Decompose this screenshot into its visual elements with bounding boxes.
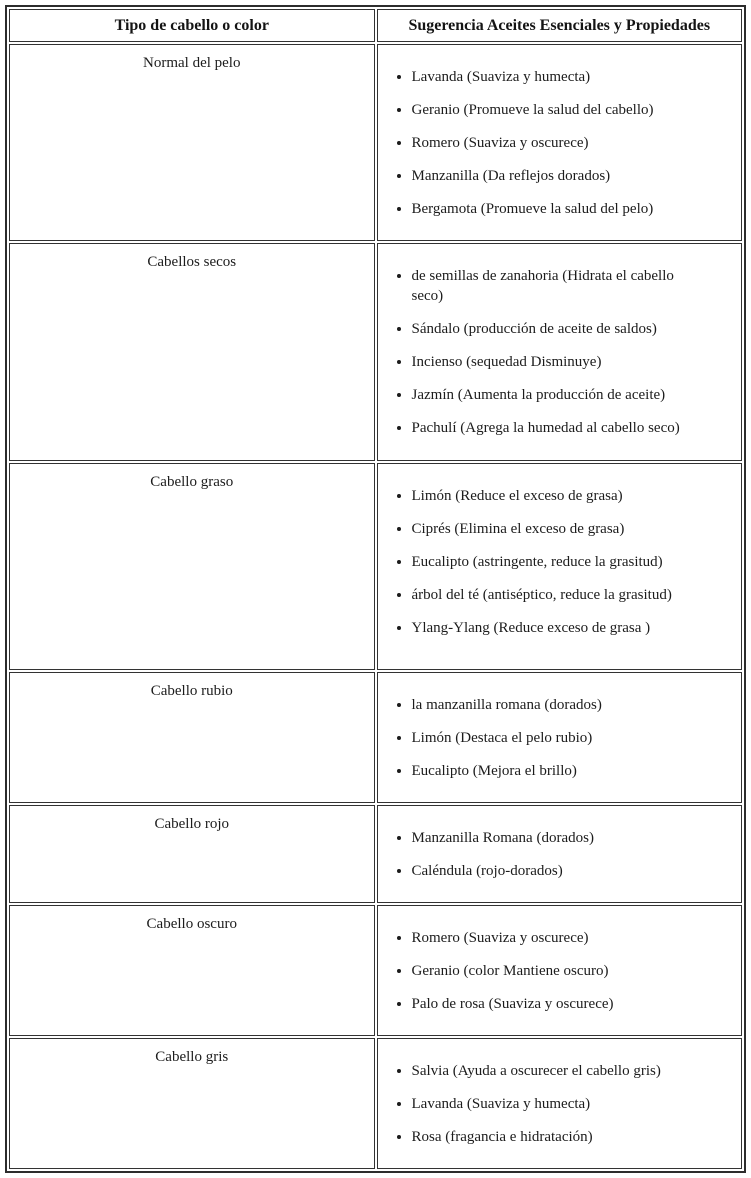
hair-oils-table (5, 5, 746, 1173)
table-row (9, 243, 742, 461)
hair-type-cell (9, 1038, 375, 1169)
oil-item: • Salvia (Ayuda a oscurecer el cabello gris) (412, 1061, 688, 1081)
oil-item: • árbol del té (antiséptico, reduce la grasitud) (412, 585, 688, 605)
table-row (9, 1038, 742, 1169)
table-row (9, 463, 742, 670)
oil-item: • Bergamota (Promueve la salud del pelo) (412, 199, 688, 219)
table-row (9, 44, 742, 241)
oil-item: • Lavanda (Suaviza y humecta) (412, 67, 688, 87)
oil-item: • Lavanda (Suaviza y humecta) (412, 1094, 688, 1114)
oil-item: • Ylang-Ylang (Reduce exceso de grasa ) (412, 618, 688, 638)
oil-item: • Sándalo (producción de aceite de saldos) (412, 319, 688, 339)
oils-cell (377, 1038, 743, 1169)
oils-list (388, 67, 688, 219)
oils-list (388, 695, 688, 781)
table-row (9, 672, 742, 803)
oils-cell (377, 905, 743, 1036)
oil-item: • la manzanilla romana (dorados) (412, 695, 688, 715)
oil-item: • Manzanilla (Da reflejos dorados) (412, 166, 688, 186)
oil-item: • Geranio (Promueve la salud del cabello) (412, 100, 688, 120)
oil-item: • de semillas de zanahoria (Hidrata el cabello seco) (412, 266, 688, 306)
oil-item: • Rosa (fragancia e hidratación) (412, 1127, 688, 1147)
hair-type-label: Cabello oscuro (146, 916, 237, 932)
oil-item: • Palo de rosa (Suaviza y oscurece) (412, 994, 688, 1014)
oils-cell (377, 44, 743, 241)
oils-list (388, 486, 688, 638)
oil-item: • Manzanilla Romana (dorados) (412, 828, 688, 848)
oil-item: • Romero (Suaviza y oscurece) (412, 928, 688, 948)
table-header (9, 9, 742, 42)
oils-cell (377, 805, 743, 903)
hair-type-label: Cabello graso (150, 474, 234, 490)
oil-item: • Eucalipto (Mejora el brillo) (412, 761, 688, 781)
hair-type-label: Cabello gris (155, 1049, 229, 1065)
oil-item: • Romero (Suaviza y oscurece) (412, 133, 688, 153)
oil-item: • Caléndula (rojo-dorados) (412, 861, 688, 881)
oil-item: • Ciprés (Elimina el exceso de grasa) (412, 519, 688, 539)
hair-type-label: Cabellos secos (147, 254, 237, 270)
oils-list (388, 928, 688, 1014)
table-row (9, 905, 742, 1036)
oils-list (388, 1061, 688, 1147)
oils-cell (377, 463, 743, 670)
header-hair-type: Tipo de cabello o color (9, 9, 375, 42)
oils-cell (377, 243, 743, 461)
hair-type-label: Cabello rubio (150, 683, 233, 699)
oil-item: • Limón (Destaca el pelo rubio) (412, 728, 688, 748)
oil-item: • Geranio (color Mantiene oscuro) (412, 961, 688, 981)
hair-type-cell (9, 44, 375, 241)
oil-item: • Eucalipto (astringente, reduce la grasitud) (412, 552, 688, 572)
oil-item: • Incienso (sequedad Disminuye) (412, 352, 688, 372)
header-row (9, 9, 742, 42)
hair-type-label: Normal del pelo (143, 55, 241, 71)
oil-item: • Pachulí (Agrega la humedad al cabello seco) (412, 418, 688, 438)
oil-item: • Limón (Reduce el exceso de grasa) (412, 486, 688, 506)
oils-list (388, 266, 688, 438)
table-row (9, 805, 742, 903)
hair-type-cell (9, 905, 375, 1036)
hair-type-cell (9, 243, 375, 461)
hair-type-cell (9, 463, 375, 670)
table-body (9, 44, 742, 1169)
oils-list (388, 828, 688, 881)
hair-type-cell (9, 672, 375, 803)
hair-type-cell (9, 805, 375, 903)
header-oil-suggestions: Sugerencia Aceites Esenciales y Propiedades (377, 9, 743, 42)
oils-cell (377, 672, 743, 803)
hair-type-label: Cabello rojo (154, 816, 230, 832)
oil-item: • Jazmín (Aumenta la producción de aceite) (412, 385, 688, 405)
